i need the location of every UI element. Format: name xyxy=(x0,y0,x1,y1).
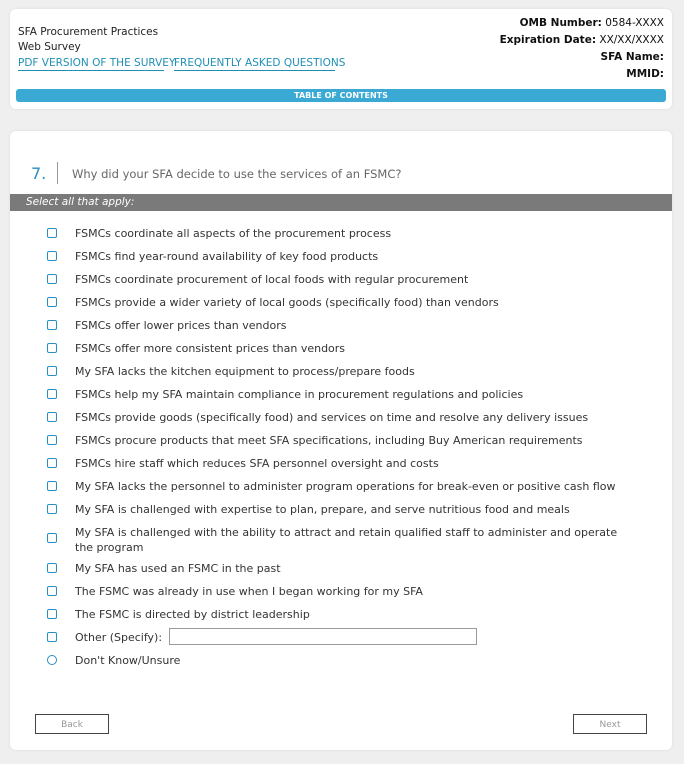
dont-know-label: Don't Know/Unsure xyxy=(75,654,181,667)
sfa-name-label: SFA Name: xyxy=(600,51,664,63)
survey-subtitle: Web Survey xyxy=(18,41,81,53)
omb-label: OMB Number: xyxy=(519,17,602,29)
option-checkbox[interactable] xyxy=(47,366,57,376)
option-checkbox[interactable] xyxy=(47,481,57,491)
option-checkbox[interactable] xyxy=(47,609,57,619)
option-item[interactable] xyxy=(10,583,672,601)
option-label: FSMCs offer more consistent prices than vendors xyxy=(75,342,346,355)
option-item[interactable] xyxy=(10,248,672,266)
option-item[interactable] xyxy=(10,225,672,243)
option-item[interactable] xyxy=(10,478,672,496)
omb-number xyxy=(520,17,664,29)
option-item[interactable] xyxy=(10,294,672,312)
option-label: FSMCs offer lower prices than vendors xyxy=(75,319,287,332)
option-item[interactable] xyxy=(10,501,672,519)
option-label: The FSMC is directed by district leadership xyxy=(75,608,310,621)
option-label: The FSMC was already in use when I began working for my SFA xyxy=(75,585,423,598)
option-label: FSMCs coordinate all aspects of the procurement process xyxy=(75,227,392,240)
option-checkbox[interactable] xyxy=(47,228,57,238)
option-checkbox[interactable] xyxy=(47,320,57,330)
option-checkbox[interactable] xyxy=(47,274,57,284)
option-item[interactable] xyxy=(10,386,672,404)
survey-header xyxy=(10,9,672,109)
option-label: My SFA is challenged with expertise to plan, prepare, and serve nutritious food and meals xyxy=(75,503,570,516)
option-item[interactable] xyxy=(10,317,672,335)
back-button[interactable]: Back xyxy=(35,714,109,734)
option-checkbox[interactable] xyxy=(47,504,57,514)
option-checkbox[interactable] xyxy=(47,632,57,642)
option-label: FSMCs hire staff which reduces SFA personnel oversight and costs xyxy=(75,457,439,470)
dont-know-option[interactable] xyxy=(10,652,672,670)
option-checkbox[interactable] xyxy=(47,389,57,399)
option-label: FSMCs provide goods (specifically food) and services on time and resolve any delivery issues xyxy=(75,411,589,424)
sfa-name xyxy=(601,51,664,63)
option-item[interactable] xyxy=(10,340,672,358)
other-specify-input[interactable] xyxy=(169,628,477,645)
option-checkbox[interactable] xyxy=(47,412,57,422)
option-item[interactable] xyxy=(10,363,672,381)
option-item[interactable] xyxy=(10,560,672,578)
option-checkbox[interactable] xyxy=(47,458,57,468)
next-button[interactable]: Next xyxy=(573,714,647,734)
expiration-date xyxy=(500,34,664,46)
question-card xyxy=(10,131,672,750)
expiration-value: XX/XX/XXXX xyxy=(599,34,664,46)
option-checkbox[interactable] xyxy=(47,586,57,596)
option-label: FSMCs procure products that meet SFA specifications, including Buy American requirements xyxy=(75,434,583,447)
question-text: Why did your SFA decide to use the services of an FSMC? xyxy=(72,167,402,181)
option-checkbox[interactable] xyxy=(47,297,57,307)
option-checkbox[interactable] xyxy=(47,563,57,573)
option-item[interactable] xyxy=(10,524,672,554)
instruction-bar: Select all that apply: xyxy=(10,194,672,211)
option-label: My SFA is challenged with the ability to attract and retain qualified staff to administer and operate the program xyxy=(75,526,618,554)
option-checkbox[interactable] xyxy=(47,251,57,261)
option-label: FSMCs help my SFA maintain compliance in procurement regulations and policies xyxy=(75,388,524,401)
option-label: Other (Specify): xyxy=(75,631,163,644)
option-item[interactable] xyxy=(10,409,672,427)
option-item[interactable] xyxy=(10,455,672,473)
option-item[interactable] xyxy=(10,606,672,624)
pdf-version-link[interactable]: PDF VERSION OF THE SURVEY xyxy=(18,57,176,69)
mmid xyxy=(626,68,664,80)
option-label: FSMCs provide a wider variety of local goods (specifically food) than vendors xyxy=(75,296,499,309)
expiration-label: Expiration Date: xyxy=(499,34,597,46)
option-label: FSMCs find year-round availability of key food products xyxy=(75,250,379,263)
option-label: My SFA has used an FSMC in the past xyxy=(75,562,281,575)
option-item[interactable] xyxy=(10,271,672,289)
survey-title: SFA Procurement Practices xyxy=(18,26,159,38)
option-label: My SFA lacks the personnel to administer program operations for break-even or positive cash flow xyxy=(75,480,616,493)
mmid-label: MMID: xyxy=(626,68,664,80)
question-divider xyxy=(57,162,58,184)
table-of-contents-button[interactable]: TABLE OF CONTENTS xyxy=(16,89,666,102)
omb-value: 0584-XXXX xyxy=(605,17,664,29)
dont-know-radio[interactable] xyxy=(47,655,57,665)
option-checkbox[interactable] xyxy=(47,435,57,445)
option-item[interactable] xyxy=(10,432,672,450)
option-label: FSMCs coordinate procurement of local foods with regular procurement xyxy=(75,273,469,286)
faq-link[interactable]: FREQUENTLY ASKED QUESTIONS xyxy=(174,57,346,69)
option-checkbox[interactable] xyxy=(47,343,57,353)
question-number: 7. xyxy=(31,164,47,183)
option-checkbox[interactable] xyxy=(47,533,57,543)
option-label: My SFA lacks the kitchen equipment to process/prepare foods xyxy=(75,365,415,378)
